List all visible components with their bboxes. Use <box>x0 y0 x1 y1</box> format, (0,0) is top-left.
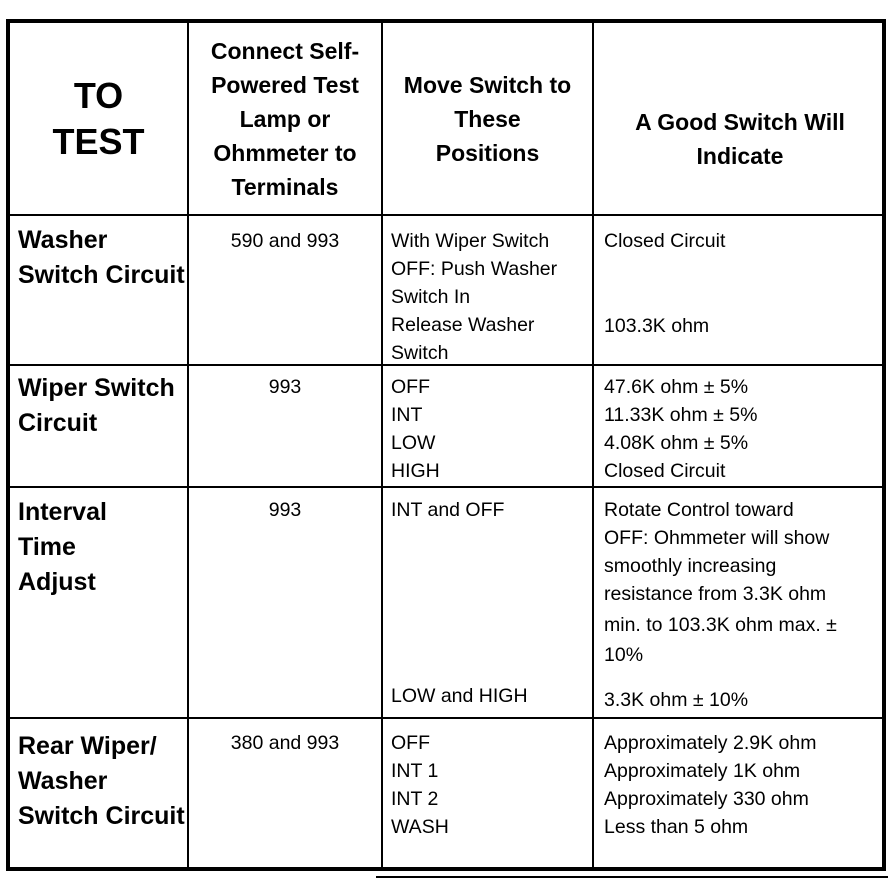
terminals-rear-wiper: 380 and 993 <box>230 732 340 754</box>
results-rear-wiper <box>594 729 886 841</box>
position-item: LOW <box>391 432 436 454</box>
header-good-switch-indicates: A Good Switch Will Indicate <box>635 108 845 169</box>
result-item: Less than 5 ohm <box>604 816 749 838</box>
terminals-wiper: 993 <box>268 376 302 398</box>
position-item: With Wiper Switch <box>391 230 550 252</box>
result-item: Approximately 2.9K ohm <box>604 732 817 754</box>
position-item: INT 1 <box>391 760 439 782</box>
result-item: Closed Circuit <box>604 230 726 252</box>
header-to-test: TO TEST <box>52 74 145 162</box>
result-item: 3.3K ohm ± 10% <box>604 689 749 711</box>
row-label-interval-time: Interval Time Adjust <box>18 498 107 596</box>
result-item: 11.33K ohm ± 5% <box>604 404 758 426</box>
position-item: Release Washer <box>391 314 535 336</box>
terminals-interval: 993 <box>268 499 302 521</box>
results-wiper <box>594 373 886 485</box>
position-item: INT <box>391 404 423 426</box>
position-item: OFF <box>391 376 430 398</box>
result-item: Rotate Control toward <box>604 499 794 521</box>
positions-rear-wiper <box>383 729 592 841</box>
header-connect-terminals: Connect Self-Powered Test Lamp or Ohmmeter to Terminals <box>210 37 360 200</box>
positions-wiper <box>383 373 592 485</box>
position-item: Switch In <box>391 286 471 308</box>
result-item: Approximately 330 ohm <box>604 788 809 810</box>
row-divider <box>10 214 882 216</box>
bottom-rule <box>376 876 888 878</box>
result-item: Approximately 1K ohm <box>604 760 801 782</box>
result-item: 47.6K ohm ± 5% <box>604 376 749 398</box>
positions-washer <box>383 227 592 364</box>
position-item: HIGH <box>391 460 440 482</box>
results-interval <box>594 496 886 717</box>
position-item: Switch <box>391 342 449 364</box>
position-item: OFF <box>391 732 430 754</box>
row-divider <box>10 486 882 488</box>
terminals-washer: 590 and 993 <box>230 230 340 252</box>
row-divider <box>10 717 882 719</box>
result-item: resistance from 3.3K ohm <box>604 583 827 605</box>
result-item: Closed Circuit <box>604 460 726 482</box>
result-item: 4.08K ohm ± 5% <box>604 432 749 454</box>
result-item: smoothly increasing <box>604 555 777 577</box>
position-item: INT and OFF <box>391 499 505 521</box>
switch-test-table <box>6 19 886 871</box>
header-move-switch: Move Switch to These Positions <box>403 71 572 166</box>
position-item: INT 2 <box>391 788 439 810</box>
result-item: OFF: Ohmmeter will show <box>604 527 830 549</box>
position-item: OFF: Push Washer <box>391 258 558 280</box>
result-item: min. to 103.3K ohm max. ± <box>604 614 837 636</box>
position-item: WASH <box>391 816 449 838</box>
position-item: LOW and HIGH <box>391 685 528 707</box>
results-washer <box>594 227 886 364</box>
result-item: 10% <box>604 644 644 666</box>
positions-interval <box>383 496 592 717</box>
row-label-wiper-switch: Wiper Switch Circuit <box>18 374 175 437</box>
result-item: 103.3K ohm <box>604 315 710 337</box>
row-label-rear-wiper: Rear Wiper/ Washer Switch Circuit <box>18 732 185 830</box>
row-label-washer-switch: Washer Switch Circuit <box>18 226 185 289</box>
